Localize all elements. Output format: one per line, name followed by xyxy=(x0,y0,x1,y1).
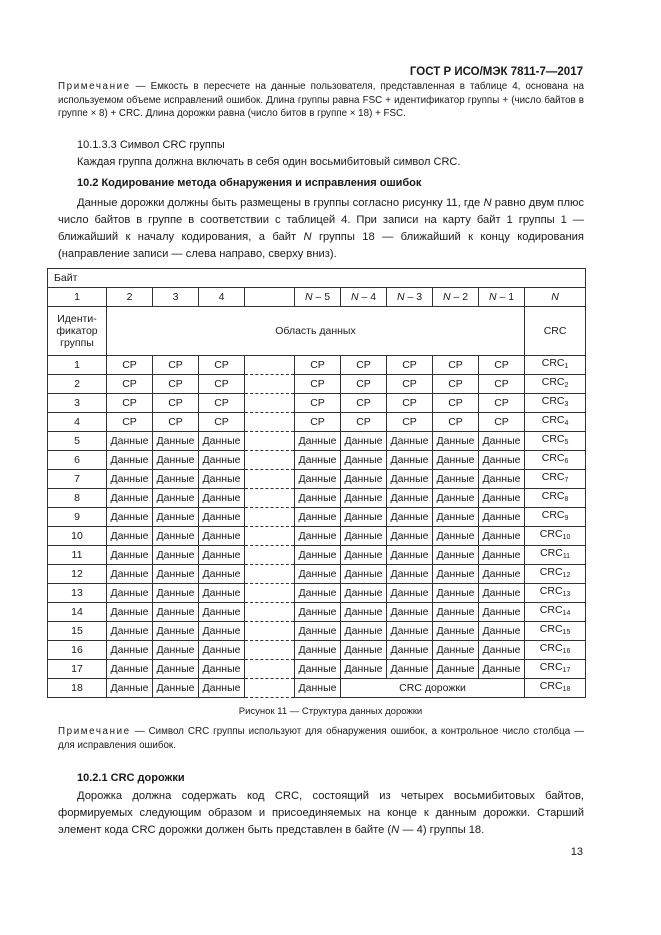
crc-cell: $CRC_{16}$ xyxy=(525,640,586,659)
byte-cell: Данные xyxy=(107,659,153,678)
group-number: 3 xyxy=(48,393,107,412)
byte-cell: Данные xyxy=(341,545,387,564)
byte-cell: Данные xyxy=(295,564,341,583)
byte-cell: Данные xyxy=(433,564,479,583)
table-row xyxy=(48,355,586,374)
byte-cell: Данные xyxy=(387,545,433,564)
byte-cell: Данные xyxy=(199,431,245,450)
byte-cell: Данные xyxy=(387,488,433,507)
table-row xyxy=(48,640,586,659)
section-title-10-2-1: 10.2.1 CRC дорожки xyxy=(77,772,185,784)
byte-cell: Данные xyxy=(387,507,433,526)
table-row xyxy=(48,526,586,545)
column-gap xyxy=(245,287,295,306)
byte-cell: СР xyxy=(341,374,387,393)
table-row xyxy=(48,450,586,469)
crc-subscript: 17 xyxy=(562,666,571,674)
page-number: 13 xyxy=(570,846,583,858)
crc-subscript: 13 xyxy=(562,590,571,598)
note-text: — Емкость в пересчете на данные пользователя, представленная в таблице 4, основана на используемом объеме исправлений ошибок. Длина группы равна FSC + идентификатор группы + (число байтов в группе × 8) + CRC. Длина дорожки равна (число битов в группе × 18) + FSC. xyxy=(58,81,584,119)
byte-cell: Данные xyxy=(199,602,245,621)
column-number: N – 5 xyxy=(295,287,341,306)
byte-cell: Данные xyxy=(295,431,341,450)
byte-cell: Данные xyxy=(341,640,387,659)
table-row xyxy=(48,374,586,393)
section-text-10-1-3-3: Каждая группа должна включать в себя один восьмибитовый символ CRC. xyxy=(77,156,461,168)
byte-cell: Данные xyxy=(433,545,479,564)
byte-cell: Данные xyxy=(153,640,199,659)
text-run: группы 18 — ближайший к концу кодирования (направление записи — слева направо, сверху вниз). xyxy=(58,231,584,260)
byte-cell: Данные xyxy=(199,469,245,488)
byte-cell: Данные xyxy=(479,659,525,678)
byte-cell: Данные xyxy=(295,545,341,564)
var-n: N xyxy=(488,290,497,303)
byte-cell: Данные xyxy=(107,640,153,659)
byte-cell: СР xyxy=(479,374,525,393)
crc-subscript: 10 xyxy=(562,533,571,541)
byte-cell: СР xyxy=(107,412,153,431)
byte-cell: Данные xyxy=(341,507,387,526)
byte-cell: Данные xyxy=(479,488,525,507)
byte-cell: СР xyxy=(295,355,341,374)
crc-cell: $CRC_{17}$ xyxy=(525,659,586,678)
crc-cell: $CRC_2$ xyxy=(525,374,586,393)
crc-subscript: 7 xyxy=(564,476,569,484)
byte-cell: Данные xyxy=(433,431,479,450)
byte-cell: Данные xyxy=(199,659,245,678)
column-number: N – 1 xyxy=(479,287,525,306)
byte-cell: Данные xyxy=(341,659,387,678)
byte-label: Байт xyxy=(48,269,586,288)
byte-cell: Данные xyxy=(295,488,341,507)
byte-cell: Данные xyxy=(387,621,433,640)
byte-cell: Данные xyxy=(107,583,153,602)
crc-subscript: 18 xyxy=(562,685,571,693)
track-data-structure-table xyxy=(47,268,586,698)
byte-cell: Данные xyxy=(199,526,245,545)
text-run: Дорожка должна содержать код CRC, состоящий из четырех восьмибитовых байтов, формируемых следующим образом и присоединяемых на конце к данным дорожки. Старший элемент кода CRC дорожки должен быть представлен в байте ( xyxy=(58,790,584,836)
byte-cell: Данные xyxy=(387,469,433,488)
byte-cell: СР xyxy=(107,393,153,412)
byte-cell: Данные xyxy=(199,545,245,564)
byte-cell: Данные xyxy=(341,583,387,602)
byte-cell: Данные xyxy=(433,659,479,678)
byte-cell: Данные xyxy=(433,450,479,469)
byte-cell: Данные xyxy=(107,526,153,545)
gap-cell xyxy=(245,355,295,374)
gap-cell xyxy=(245,621,295,640)
column-number: 2 xyxy=(107,287,153,306)
gap-cell xyxy=(245,545,295,564)
byte-cell: Данные xyxy=(433,526,479,545)
crc-subscript: 2 xyxy=(564,381,569,389)
gap-cell xyxy=(245,507,295,526)
crc-subscript: 14 xyxy=(562,609,571,617)
byte-cell: Данные xyxy=(153,507,199,526)
crc-cell: $CRC_{15}$ xyxy=(525,621,586,640)
byte-cell: Данные xyxy=(479,526,525,545)
group-number: 10 xyxy=(48,526,107,545)
byte-cell: Данные xyxy=(295,640,341,659)
group-number: 6 xyxy=(48,450,107,469)
group-number: 1 xyxy=(48,355,107,374)
table-row xyxy=(48,545,586,564)
crc-cell: $CRC_{14}$ xyxy=(525,602,586,621)
byte-cell: Данные xyxy=(341,526,387,545)
byte-cell: Данные xyxy=(387,526,433,545)
byte-cell: СР xyxy=(295,374,341,393)
byte-cell: Данные xyxy=(433,640,479,659)
var-n: N xyxy=(442,290,451,303)
note-crc-usage xyxy=(58,725,584,752)
note-text: — Символ CRC группы используют для обнаружения ошибок, а контрольное число столбца — для исправления ошибок. xyxy=(58,726,584,751)
byte-cell: СР xyxy=(199,374,245,393)
byte-cell: Данные xyxy=(107,488,153,507)
byte-cell: Данные xyxy=(153,488,199,507)
byte-cell: Данные xyxy=(387,564,433,583)
column-number: N – 3 xyxy=(387,287,433,306)
crc-cell: $CRC_7$ xyxy=(525,469,586,488)
table-row xyxy=(48,507,586,526)
table-row xyxy=(48,431,586,450)
gap-cell xyxy=(245,450,295,469)
group-number: 16 xyxy=(48,640,107,659)
byte-cell: Данные xyxy=(341,602,387,621)
byte-cell: Данные xyxy=(479,450,525,469)
byte-cell: Данные xyxy=(107,564,153,583)
figure-caption: Рисунок 11 — Структура данных дорожки xyxy=(238,706,423,717)
group-number: 12 xyxy=(48,564,107,583)
table-row xyxy=(48,678,586,697)
byte-cell: Данные xyxy=(199,564,245,583)
section-text-10-2 xyxy=(58,195,584,263)
byte-cell: Данные xyxy=(295,507,341,526)
byte-cell: Данные xyxy=(107,450,153,469)
byte-cell: Данные xyxy=(479,545,525,564)
byte-cell: СР xyxy=(433,412,479,431)
column-number: 4 xyxy=(199,287,245,306)
gap-cell xyxy=(245,678,295,697)
byte-cell: Данные xyxy=(433,469,479,488)
byte-cell: Данные xyxy=(153,450,199,469)
crc-header: CRC xyxy=(525,306,586,355)
byte-cell: Данные xyxy=(153,659,199,678)
byte-cell: Данные xyxy=(107,621,153,640)
byte-cell: Данные xyxy=(479,602,525,621)
text-run: Данные дорожки должны быть размещены в группы согласно рисунку 11, где xyxy=(77,197,484,209)
gap-cell xyxy=(245,393,295,412)
gap-cell xyxy=(245,374,295,393)
byte-cell: СР xyxy=(295,393,341,412)
crc-subscript: 1 xyxy=(564,362,569,370)
text-run: равно двум плюс число байтов в группе в соответствии с таблицей 4. При записи на карту байт 1 группы 1 — ближайший к началу кодирования, а байт xyxy=(58,197,584,243)
column-number xyxy=(525,287,586,306)
byte-cell: СР xyxy=(153,374,199,393)
gap-cell xyxy=(245,583,295,602)
byte-cell: Данные xyxy=(479,507,525,526)
group-number: 4 xyxy=(48,412,107,431)
byte-cell: Данные xyxy=(341,431,387,450)
crc-subscript: 4 xyxy=(564,419,569,427)
text-run: — 4) группы 18. xyxy=(399,824,485,836)
byte-cell: Данные xyxy=(295,583,341,602)
byte-cell: Данные xyxy=(295,621,341,640)
gap-cell xyxy=(245,564,295,583)
byte-cell: СР xyxy=(199,393,245,412)
note-label: Примечание xyxy=(58,726,131,737)
note-label: Примечание xyxy=(58,81,131,92)
byte-cell: Данные xyxy=(387,450,433,469)
byte-cell: СР xyxy=(153,412,199,431)
byte-cell: Данные xyxy=(153,469,199,488)
crc-subscript: 12 xyxy=(562,571,571,579)
column-number: 3 xyxy=(153,287,199,306)
table-row xyxy=(48,564,586,583)
byte-cell: Данные xyxy=(199,678,245,697)
byte-cell: Данные xyxy=(199,507,245,526)
byte-cell: Данные xyxy=(153,564,199,583)
section-title-10-2: 10.2 Кодирование метода обнаружения и исправления ошибок xyxy=(77,177,422,189)
table-row xyxy=(48,412,586,431)
byte-cell: СР xyxy=(295,412,341,431)
byte-cell: Данные xyxy=(107,469,153,488)
byte-cell: Данные xyxy=(295,469,341,488)
byte-cell: СР xyxy=(433,393,479,412)
byte-cell: СР xyxy=(341,393,387,412)
group-number: 7 xyxy=(48,469,107,488)
crc-cell: $CRC_3$ xyxy=(525,393,586,412)
gap-cell xyxy=(245,640,295,659)
byte-cell: СР xyxy=(479,393,525,412)
byte-cell: СР xyxy=(153,393,199,412)
byte-cell: Данные xyxy=(153,545,199,564)
gap-cell xyxy=(245,469,295,488)
byte-cell: СР xyxy=(433,374,479,393)
byte-cell: СР xyxy=(107,355,153,374)
table-row xyxy=(48,583,586,602)
byte-cell: Данные xyxy=(479,469,525,488)
byte-cell: Данные xyxy=(341,564,387,583)
byte-cell: Данные xyxy=(387,602,433,621)
crc-subscript: 6 xyxy=(564,457,569,465)
byte-cell: СР xyxy=(107,374,153,393)
byte-cell: Данные xyxy=(153,583,199,602)
byte-cell: Данные xyxy=(153,678,199,697)
byte-cell: Данные xyxy=(387,583,433,602)
byte-cell: Данные xyxy=(199,583,245,602)
var-n: N xyxy=(391,824,400,836)
byte-cell: Данные xyxy=(153,621,199,640)
table-row xyxy=(48,659,586,678)
byte-cell: Данные xyxy=(107,431,153,450)
byte-cell: Данные xyxy=(199,640,245,659)
column-number: 1 xyxy=(48,287,107,306)
byte-cell: Данные xyxy=(387,431,433,450)
document-header: ГОСТ Р ИСО/МЭК 7811-7—2017 xyxy=(409,66,583,78)
var-n: N xyxy=(396,290,405,303)
gap-cell xyxy=(245,526,295,545)
var-n: N xyxy=(303,231,312,243)
byte-cell: Данные xyxy=(433,621,479,640)
crc-subscript: 11 xyxy=(562,552,571,560)
var-n: N xyxy=(304,290,313,303)
crc-cell: $CRC_{11}$ xyxy=(525,545,586,564)
byte-cell: Данные xyxy=(199,488,245,507)
byte-cell: Данные xyxy=(295,450,341,469)
byte-cell: Данные xyxy=(107,507,153,526)
byte-cell: Данные xyxy=(433,583,479,602)
var-n: N xyxy=(483,197,492,209)
crc-cell: $CRC_8$ xyxy=(525,488,586,507)
byte-cell: Данные xyxy=(341,469,387,488)
byte-cell: Данные xyxy=(341,450,387,469)
byte-cell: Данные xyxy=(341,488,387,507)
byte-cell: Данные xyxy=(153,431,199,450)
table-row xyxy=(48,393,586,412)
group-number: 14 xyxy=(48,602,107,621)
byte-cell: Данные xyxy=(479,640,525,659)
byte-cell: СР xyxy=(479,355,525,374)
crc-cell: $CRC_9$ xyxy=(525,507,586,526)
var-n: N xyxy=(551,290,559,303)
byte-cell: Данные xyxy=(107,545,153,564)
group-number: 13 xyxy=(48,583,107,602)
data-area-header: Область данных xyxy=(107,306,525,355)
group-number: 18 xyxy=(48,678,107,697)
group-number: 15 xyxy=(48,621,107,640)
byte-cell: Данные xyxy=(107,678,153,697)
byte-cell: Данные xyxy=(295,526,341,545)
crc-subscript: 8 xyxy=(564,495,569,503)
crc-subscript: 5 xyxy=(564,438,569,446)
byte-cell: Данные xyxy=(433,488,479,507)
byte-cell: СР xyxy=(341,355,387,374)
crc-cell: $CRC_6$ xyxy=(525,450,586,469)
crc-cell: $CRC_4$ xyxy=(525,412,586,431)
crc-cell: $CRC_1$ xyxy=(525,355,586,374)
section-text-10-2-1 xyxy=(58,788,584,839)
byte-cell: Данные xyxy=(387,659,433,678)
crc-cell: $CRC_{13}$ xyxy=(525,583,586,602)
crc-cell: $CRC_5$ xyxy=(525,431,586,450)
byte-cell: Данные xyxy=(295,602,341,621)
crc-subscript: 3 xyxy=(564,400,569,408)
gap-cell xyxy=(245,431,295,450)
byte-cell: СР xyxy=(341,412,387,431)
byte-cell: СР xyxy=(387,374,433,393)
group-number: 8 xyxy=(48,488,107,507)
byte-cell: СР xyxy=(433,355,479,374)
group-number: 2 xyxy=(48,374,107,393)
table-row xyxy=(48,621,586,640)
crc-cell: $CRC_{12}$ xyxy=(525,564,586,583)
group-number: 17 xyxy=(48,659,107,678)
crc-subscript: 9 xyxy=(564,514,569,522)
var-n: N xyxy=(350,290,359,303)
crc-subscript: 15 xyxy=(562,628,571,636)
crc-cell: $CRC_{10}$ xyxy=(525,526,586,545)
group-number: 5 xyxy=(48,431,107,450)
byte-cell: Данные xyxy=(199,450,245,469)
group-number: 11 xyxy=(48,545,107,564)
column-number: N – 2 xyxy=(433,287,479,306)
column-number: N – 4 xyxy=(341,287,387,306)
byte-cell: СР xyxy=(387,412,433,431)
byte-cell: СР xyxy=(199,412,245,431)
byte-cell: СР xyxy=(153,355,199,374)
byte-cell: Данные xyxy=(479,564,525,583)
byte-cell: СР xyxy=(199,355,245,374)
group-id-header: Иденти-фикатор группы xyxy=(48,306,107,355)
byte-cell: Данные xyxy=(387,640,433,659)
gap-cell xyxy=(245,602,295,621)
byte-cell: Данные xyxy=(479,583,525,602)
byte-cell: Данные xyxy=(153,602,199,621)
byte-cell: СР xyxy=(479,412,525,431)
byte-cell: Данные xyxy=(107,602,153,621)
section-title-10-1-3-3: 10.1.3.3 Символ CRC группы xyxy=(77,139,225,151)
byte-cell: СР xyxy=(387,393,433,412)
table-row xyxy=(48,488,586,507)
byte-cell: Данные xyxy=(479,431,525,450)
byte-cell: Данные xyxy=(153,526,199,545)
byte-cell: Данные xyxy=(199,621,245,640)
crc-subscript: 16 xyxy=(562,647,571,655)
gap-cell xyxy=(245,488,295,507)
table-row xyxy=(48,602,586,621)
byte-cell: Данные xyxy=(341,621,387,640)
gap-cell xyxy=(245,412,295,431)
byte-cell: Данные xyxy=(295,659,341,678)
crc-cell: $CRC_{18}$ xyxy=(525,678,586,697)
byte-cell: Данные xyxy=(295,678,341,697)
byte-cell: Данные xyxy=(433,507,479,526)
group-number: 9 xyxy=(48,507,107,526)
gap-cell xyxy=(245,659,295,678)
byte-cell: СР xyxy=(387,355,433,374)
note-capacity xyxy=(58,80,584,121)
crc-track-cell: CRC дорожки xyxy=(341,678,525,697)
byte-cell: Данные xyxy=(433,602,479,621)
table-row xyxy=(48,469,586,488)
byte-cell: Данные xyxy=(479,621,525,640)
